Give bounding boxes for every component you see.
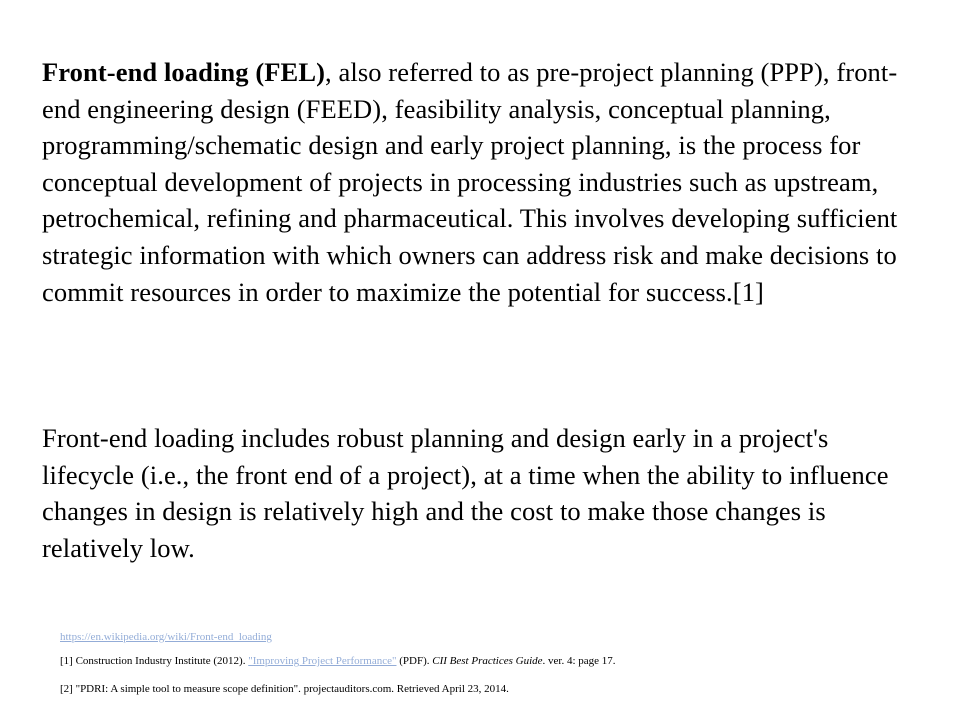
fel-term: Front-end loading (FEL) [42,57,326,87]
ref1-suffix: . ver. 4: page 17. [542,655,616,667]
ref1-prefix: [1] Construction Industry Institute (2012). [60,655,249,667]
source-reference [60,631,940,644]
ref1-italic: CII Best Practices Guide [432,655,543,667]
definition-paragraph [42,54,902,310]
ref1-middle: (PDF). [396,655,433,667]
ref1-link[interactable]: "Improving Project Performance" [248,655,397,667]
explanation-text: Front-end loading includes robust planning and design early in a project's lifecycle (i.e., the front end of a project), at a time when the ability to influence changes in design is relatively high and the cost to make those changes is relatively low. [42,423,889,563]
explanation-paragraph [42,420,902,566]
reference-1 [60,655,940,668]
ref2-text: [2] "PDRI: A simple tool to measure scope definition". projectauditors.com. Retrieved April 23, 2014. [60,683,509,695]
source-link[interactable]: https://en.wikipedia.org/wiki/Front-end_loading [60,631,272,643]
reference-2 [60,683,940,696]
definition-text: , also referred to as pre-project planning (PPP), front-end engineering design (FEED), feasibility analysis, conceptual planning, programming/schematic design and early project planning, is the process for conceptual development of projects in processing industries such as upstream, petrochemical, refining and pharmaceutical. This involves developing sufficient strategic information with which owners can address risk and make decisions to commit resources in order to maximize the potential for success.[1] [42,57,898,307]
